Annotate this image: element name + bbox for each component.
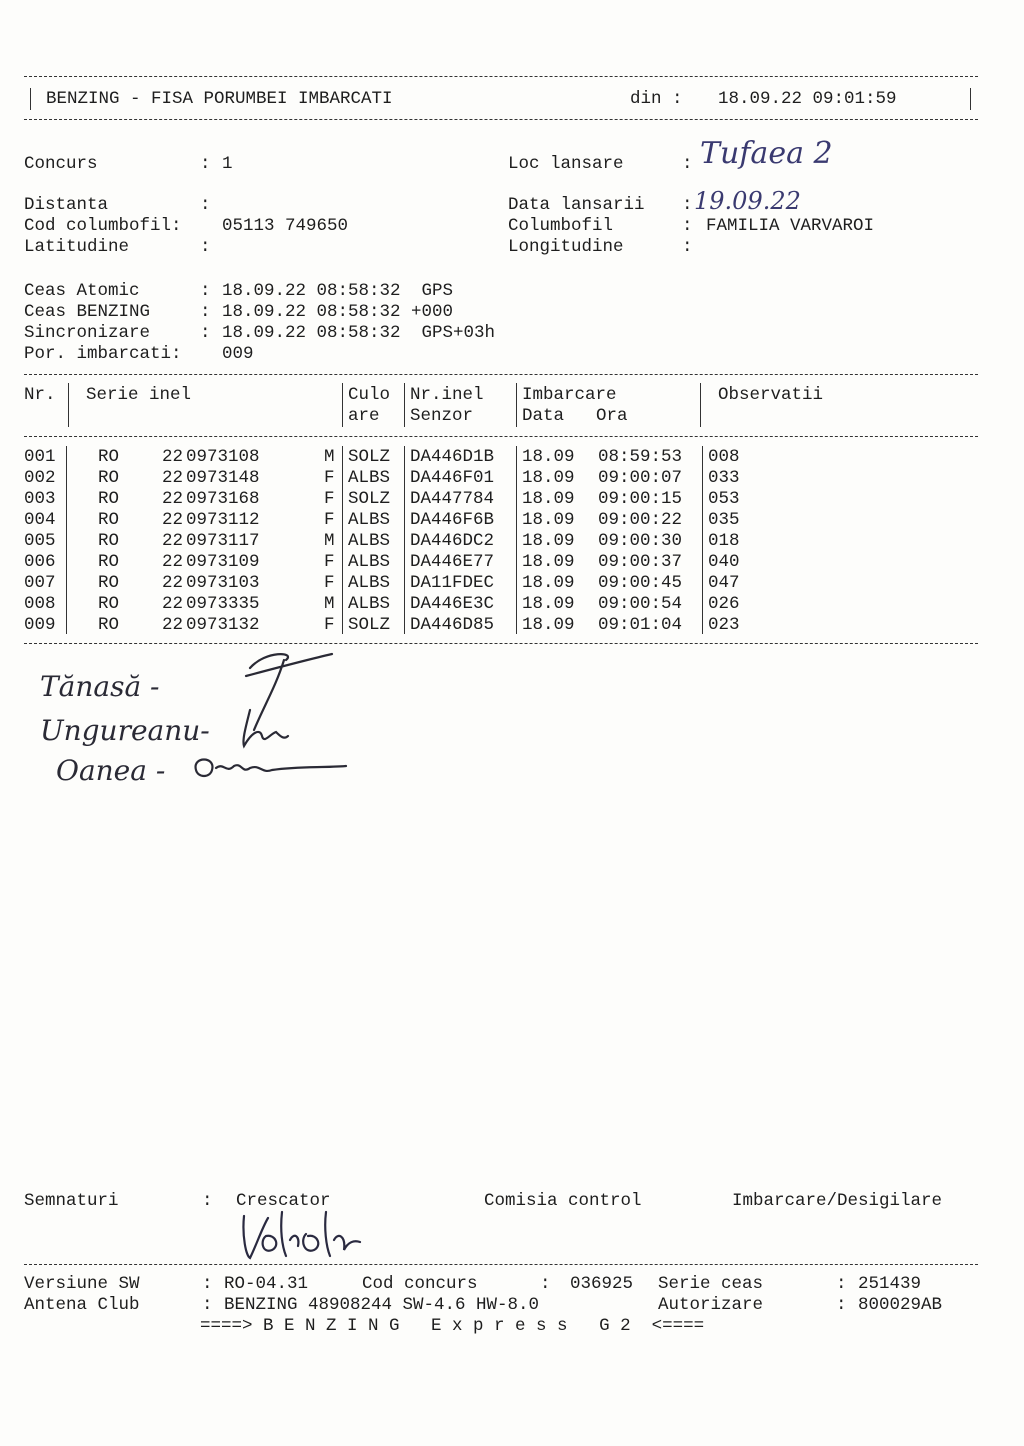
row-sex: F [324,489,335,509]
semnaturi-colon: : [202,1191,213,1211]
row-sensor-id: DA447784 [410,489,495,509]
row-nr: 001 [24,447,56,467]
din-label: din : [630,89,683,109]
table-row [24,552,984,573]
sincronizare-value: 18.09.22 08:58:32 GPS+03h [222,323,496,343]
table-row [24,531,984,552]
row-color: SOLZ [348,489,391,509]
row-observatii: 023 [708,615,740,635]
columbofil-label: Columbofil [508,216,614,236]
row-color: ALBS [348,594,391,614]
versiune-sw-value: RO-04.31 [224,1274,309,1294]
row-time: 08:59:53 [598,447,683,467]
row-country: RO [98,447,120,467]
footer-top-rule [24,1264,978,1265]
handwritten-signature-2 [236,706,296,750]
row-ring-number: 0973117 [186,531,260,551]
row-ring-number: 0973168 [186,489,260,509]
col-header-observatii: Observatii [718,385,824,405]
row-sensor-id: DA446D85 [410,615,495,635]
longitudine-colon: : [682,237,693,257]
table-row [24,489,984,510]
handwritten-name-1: Tănasă - [40,670,160,703]
row-country: RO [98,615,120,635]
handwritten-signature-3 [190,752,350,786]
imbarcare-desigilare-label: Imbarcare/Desigilare [732,1191,943,1211]
row-color: ALBS [348,552,391,572]
row-year: 22 [162,615,184,635]
latitudine-colon: : [200,237,211,257]
col-header-serie-inel: Serie inel [86,385,192,405]
row-date: 18.09 [522,468,575,488]
row-nr: 003 [24,489,56,509]
row-observatii: 018 [708,531,740,551]
row-year: 22 [162,510,184,530]
row-date: 18.09 [522,510,575,530]
row-sex: M [324,594,335,614]
row-nr: 004 [24,510,56,530]
comisia-control-label: Comisia control [484,1191,642,1211]
row-year: 22 [162,489,184,509]
col-header-culoare-1: Culo [348,385,391,405]
row-observatii: 035 [708,510,740,530]
por-imbarcati-value: 009 [222,344,254,364]
row-nr: 007 [24,573,56,593]
row-sensor-id: DA446D1B [410,447,495,467]
cod-concurs-value: 036925 [570,1274,634,1294]
serie-ceas-label: Serie ceas [658,1274,764,1294]
row-year: 22 [162,447,184,467]
row-color: SOLZ [348,615,391,635]
row-country: RO [98,552,120,572]
header-left-bar [30,88,31,110]
row-year: 22 [162,468,184,488]
row-sex: F [324,468,335,488]
col-header-ora: Ora [596,406,628,426]
row-nr: 005 [24,531,56,551]
columbofil-colon: : [682,216,693,236]
row-sex: F [324,573,335,593]
header-right-bar [970,88,971,110]
header-sep-4 [516,383,517,427]
row-sensor-id: DA446E3C [410,594,495,614]
handwritten-name-2: Ungureanu- [40,714,210,747]
row-ring-number: 0973109 [186,552,260,572]
row-date: 18.09 [522,531,575,551]
row-year: 22 [162,594,184,614]
body-sep-3 [404,446,405,634]
serie-ceas-value: 251439 [858,1274,922,1294]
row-time: 09:00:07 [598,468,683,488]
table-top-rule [24,374,978,375]
row-ring-number: 0973148 [186,468,260,488]
table-row [24,594,984,615]
loc-lansare-handwritten: Tufaea 2 [700,136,833,171]
row-ring-number: 0973108 [186,447,260,467]
ceas-benzing-colon: : [200,302,211,322]
row-sex: M [324,531,335,551]
body-sep-1 [66,446,67,634]
din-value: 18.09.22 09:01:59 [718,89,897,109]
table-row [24,510,984,531]
header-sep-5 [700,383,701,427]
row-time: 09:00:37 [598,552,683,572]
antena-club-label: Antena Club [24,1295,140,1315]
col-header-nr: Nr. [24,385,56,405]
concurs-label: Concurs [24,154,98,174]
row-country: RO [98,594,120,614]
versiune-sw-label: Versiune SW [24,1274,140,1294]
row-time: 09:00:30 [598,531,683,551]
ceas-atomic-label: Ceas Atomic [24,281,140,301]
row-color: ALBS [348,531,391,551]
body-sep-4 [516,446,517,634]
row-year: 22 [162,573,184,593]
concurs-colon: : [200,154,211,174]
row-ring-number: 0973103 [186,573,260,593]
por-imbarcati-text: Por. imbarcati [24,344,172,364]
data-lansarii-label: Data lansarii [508,195,645,215]
row-sensor-id: DA446DC2 [410,531,495,551]
col-header-nr-inel-2: Senzor [410,406,474,426]
row-date: 18.09 [522,573,575,593]
row-time: 09:00:22 [598,510,683,530]
row-date: 18.09 [522,447,575,467]
row-sensor-id: DA446F6B [410,510,495,530]
row-country: RO [98,531,120,551]
document-title: BENZING - FISA PORUMBEI IMBARCATI [46,89,393,109]
col-header-imbarcare: Imbarcare [522,385,617,405]
row-nr: 002 [24,468,56,488]
table-header-rule [24,436,978,437]
header-sep-1 [68,383,69,427]
distanta-colon: : [200,195,211,215]
antena-club-value: BENZING 48908244 SW-4.6 HW-8.0 [224,1295,540,1315]
row-observatii: 040 [708,552,740,572]
row-nr: 009 [24,615,56,635]
longitudine-label: Longitudine [508,237,624,257]
body-sep-5 [702,446,703,634]
data-lansarii-handwritten: 19.09.22 [694,187,801,215]
row-time: 09:00:45 [598,573,683,593]
row-nr: 006 [24,552,56,572]
row-observatii: 053 [708,489,740,509]
cod-columbofil-text: Cod columbofil [24,216,172,236]
cod-concurs-label: Cod concurs [362,1274,478,1294]
header-sep-3 [404,383,405,427]
crescator-label: Crescator [236,1191,331,1211]
table-row [24,468,984,489]
row-country: RO [98,573,120,593]
row-sex: F [324,510,335,530]
semnaturi-label: Semnaturi [24,1191,119,1211]
table-bottom-rule [24,643,978,644]
table-row [24,447,984,468]
table-row [24,573,984,594]
autorizare-colon: : [836,1295,847,1315]
loc-lansare-colon: : [682,154,693,174]
serie-ceas-colon: : [836,1274,847,1294]
row-country: RO [98,489,120,509]
row-year: 22 [162,552,184,572]
row-observatii: 008 [708,447,740,467]
row-color: ALBS [348,510,391,530]
sincronizare-colon: : [200,323,211,343]
autorizare-label: Autorizare [658,1295,764,1315]
body-sep-2 [342,446,343,634]
versiune-sw-colon: : [202,1274,213,1294]
col-header-nr-inel-1: Nr.inel [410,385,484,405]
row-date: 18.09 [522,615,575,635]
antena-club-colon: : [202,1295,213,1315]
por-imbarcati-label: Por. imbarcati: [24,344,182,364]
header-bottom-rule [24,119,978,120]
row-color: ALBS [348,573,391,593]
ceas-benzing-value: 18.09.22 08:58:32 +000 [222,302,454,322]
col-header-culoare-2: are [348,406,380,426]
row-observatii: 026 [708,594,740,614]
concurs-value: 1 [222,154,233,174]
row-sex: M [324,447,335,467]
ceas-atomic-value: 18.09.22 08:58:32 GPS [222,281,454,301]
row-sensor-id: DA446F01 [410,468,495,488]
row-ring-number: 0973335 [186,594,260,614]
data-lansarii-colon: : [682,195,693,215]
ceas-atomic-colon: : [200,281,211,301]
ceas-benzing-label: Ceas BENZING [24,302,151,322]
table-row [24,615,984,636]
handwritten-name-3: Oanea - [56,754,166,787]
row-color: SOLZ [348,447,391,467]
row-sensor-id: DA446E77 [410,552,495,572]
crescator-signature [236,1206,366,1264]
row-sex: F [324,552,335,572]
header-sep-2 [342,383,343,427]
row-time: 09:00:54 [598,594,683,614]
row-date: 18.09 [522,552,575,572]
row-sensor-id: DA11FDEC [410,573,495,593]
row-country: RO [98,468,120,488]
row-color: ALBS [348,468,391,488]
cod-concurs-colon: : [540,1274,551,1294]
header-top-rule [24,76,978,77]
distanta-label: Distanta [24,195,109,215]
columbofil-value: FAMILIA VARVAROI [706,216,875,236]
row-date: 18.09 [522,594,575,614]
row-ring-number: 0973112 [186,510,260,530]
cod-columbofil-value: 05113 749650 [222,216,349,236]
row-sex: F [324,615,335,635]
row-year: 22 [162,531,184,551]
sincronizare-label: Sincronizare [24,323,151,343]
row-time: 09:01:04 [598,615,683,635]
row-country: RO [98,510,120,530]
cod-columbofil-label: Cod columbofil: [24,216,182,236]
row-time: 09:00:15 [598,489,683,509]
row-nr: 008 [24,594,56,614]
latitudine-label: Latitudine [24,237,130,257]
loc-lansare-label: Loc lansare [508,154,624,174]
benzing-express-banner: ====> B E N Z I N G E x p r e s s G 2 <==== [200,1316,705,1336]
col-header-data: Data [522,406,565,426]
row-ring-number: 0973132 [186,615,260,635]
row-observatii: 033 [708,468,740,488]
autorizare-value: 800029AB [858,1295,943,1315]
row-date: 18.09 [522,489,575,509]
row-observatii: 047 [708,573,740,593]
